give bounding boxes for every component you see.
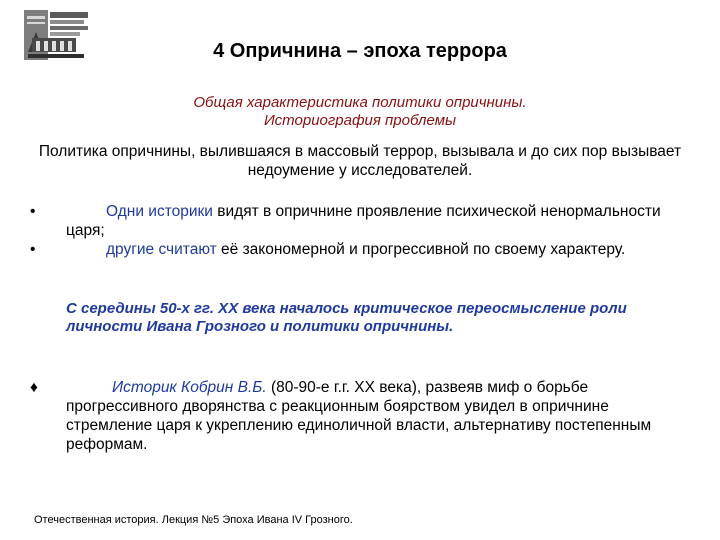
slide-title: 4 Опричнина – эпоха террора — [213, 40, 507, 62]
bullet-text: её закономерной и прогрессивной по своему характеру. — [216, 241, 626, 258]
revision-paragraph: С середины 50-х гг. XX века началось критическое переосмысление роли личности Ивана Грозного и политики опричнины. — [66, 300, 627, 335]
list-item — [30, 202, 690, 240]
bullet-lead: Одни историки — [106, 203, 213, 220]
list-item — [30, 240, 690, 259]
bullet-list — [30, 202, 690, 259]
bullet-lead: другие считают — [106, 241, 217, 258]
kobrin-lead: Историк Кобрин В.Б. — [112, 379, 267, 396]
bullet-icon: • — [30, 203, 36, 220]
slide-footer: Отечественная история. Лекция №5 Эпоха Ивана IV Грозного. — [34, 514, 353, 526]
diamond-bullet-icon: ♦ — [30, 379, 38, 396]
subtitle-line-2: Историография проблемы — [263, 112, 457, 129]
kobrin-text: (80-90-е г.г. XX века), развеяв миф о борьбе прогрессивного дворянства с реакционным боярством увидел в опричнине стремление царя к укреплению единоличной власти, альтернативу постепенным реформам. — [66, 379, 652, 453]
subtitle-line-1: Общая характеристика политики опричнины. — [193, 94, 527, 111]
kobrin-item — [30, 378, 690, 454]
bullet-icon: • — [30, 241, 36, 258]
slide-subtitle — [100, 94, 620, 130]
bullet-text: видят в опричнине проявление психической ненормальности царя; — [66, 203, 661, 239]
intro-paragraph: Политика опричнины, вылившаяся в массовый террор, вызывала и до сих пор вызывает недоумение у исследователей. — [38, 143, 682, 179]
